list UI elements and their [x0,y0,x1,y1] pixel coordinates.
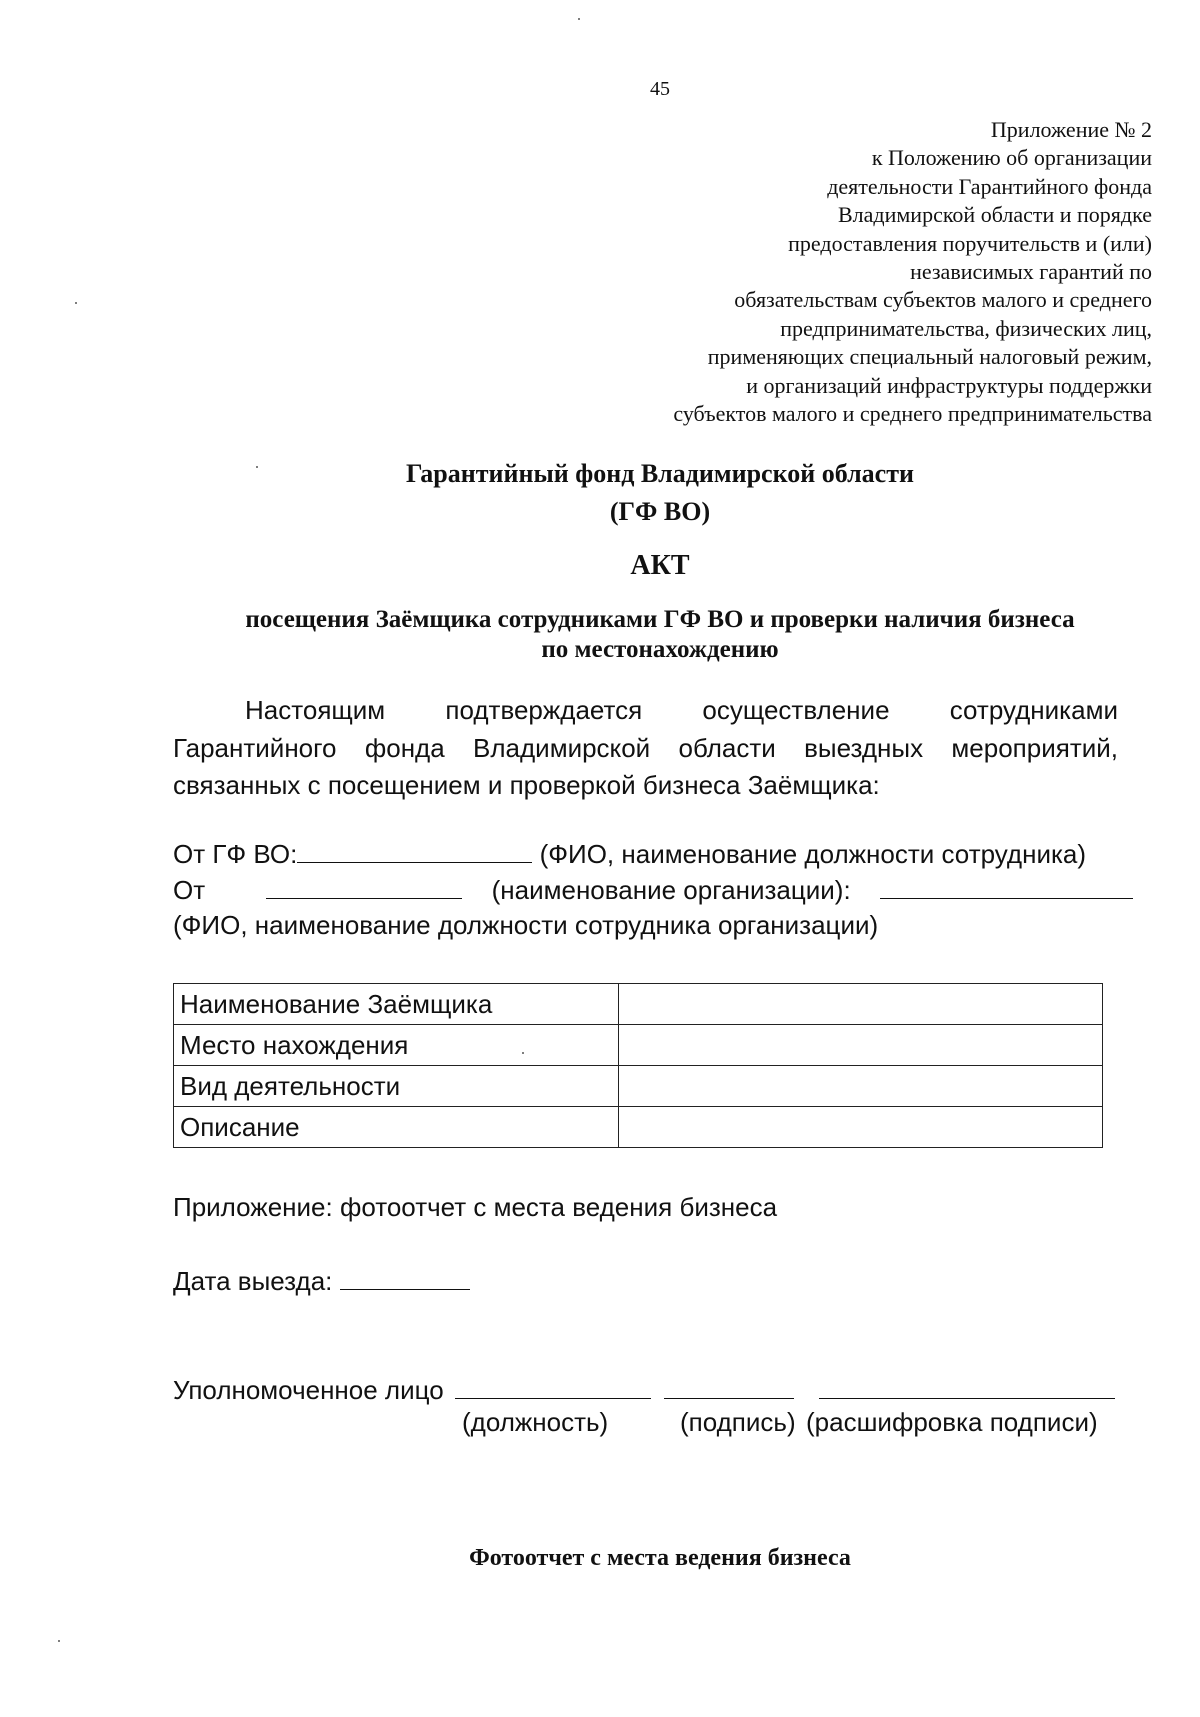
appendix-line: независимых гарантий по [910,259,1152,285]
org-title [0,455,1200,531]
signature-blank[interactable] [664,1374,794,1399]
appendix-line: Владимирской области и порядке [838,202,1152,228]
scan-speck [58,1640,60,1642]
from-org-hint2: (ФИО, наименование должности сотрудника организации) [173,910,879,940]
decoding-caption: (расшифровка подписи) [806,1407,1098,1437]
from-org-blank[interactable] [266,874,462,899]
appendix-line: к Положению об организации [871,145,1152,171]
appendix-line: применяющих специальный налоговый режим, [707,344,1152,370]
appendix-line: и организаций инфраструктуры поддержки [746,372,1152,398]
scan-speck [75,302,77,304]
departure-date-blank[interactable] [340,1265,470,1290]
signature-caption: (подпись) [680,1407,796,1437]
act-subtitle [0,605,1200,665]
appendix-line: субъектов малого и среднего предпринимательства [673,401,1152,427]
page-number: 45 [650,78,670,100]
table-cell-label: Вид деятельности [174,1066,619,1107]
departure-date-row [173,1265,470,1297]
photo-report-title: Фотоотчет с места ведения бизнеса [469,1545,851,1571]
position-blank[interactable] [455,1374,651,1399]
signature-label: Уполномоченное лицо [173,1375,444,1405]
table-cell-value[interactable] [619,1107,1103,1148]
table-row [174,1107,1103,1148]
table-row [174,1066,1103,1107]
position-caption: (должность) [462,1407,609,1437]
from-org-row [173,874,1133,906]
from-fund-label: От ГФ ВО: [173,839,298,869]
scan-speck [522,1052,524,1054]
act-subtitle-line: посещения Заёмщика сотрудниками ГФ ВО и проверки наличия бизнеса [245,606,1075,633]
from-org-hint: (наименование организации): [491,875,851,905]
signature-row [173,1374,1115,1406]
appendix-line: деятельности Гарантийного фонда [827,173,1152,199]
appendix-line: Приложение № 2 [990,117,1152,142]
attachment-note: Приложение: фотоотчет с места ведения бизнеса [173,1192,778,1222]
table-cell-label: Наименование Заёмщика [174,984,619,1025]
signature-decoding-blank[interactable] [819,1374,1115,1399]
table-cell-value[interactable] [619,984,1103,1025]
act-subtitle-line: по местонахождению [541,636,779,663]
scan-speck [578,18,580,20]
org-name: Гарантийный фонд Владимирской области [406,459,914,488]
table-row [174,984,1103,1025]
from-org-name-blank[interactable] [880,874,1133,899]
table-cell-value[interactable] [619,1025,1103,1066]
from-org-label: От [173,875,206,905]
from-fund-blank[interactable] [297,838,532,863]
scan-speck [256,466,258,468]
appendix-line: предоставления поручительств и (или) [788,230,1152,256]
from-fund-hint: (ФИО, наименование должности сотрудника) [539,839,1087,869]
intro-text: Настоящим подтверждается осуществление сотрудниками Гарантийного фонда Владимирской области выездных мероприятий, связанных с посещением и проверкой бизнеса Заёмщика: [173,695,1118,800]
table-row [174,1025,1103,1066]
table-cell-value[interactable] [619,1066,1103,1107]
from-org-hint2-row [173,910,878,941]
departure-date-label: Дата выезда: [173,1266,333,1296]
appendix-line: обязательствам субъектов малого и среднего [734,287,1152,313]
appendix-header [592,116,1152,428]
from-fund-row [173,838,1086,870]
table-cell-label: Место нахождения [174,1025,619,1066]
appendix-line: предпринимательства, физических лиц, [780,315,1152,341]
borrower-info-table [173,983,1103,1148]
act-title: АКТ [630,550,690,581]
intro-paragraph [173,692,1118,805]
table-cell-label: Описание [174,1107,619,1148]
org-abbr: (ГФ ВО) [609,497,711,526]
